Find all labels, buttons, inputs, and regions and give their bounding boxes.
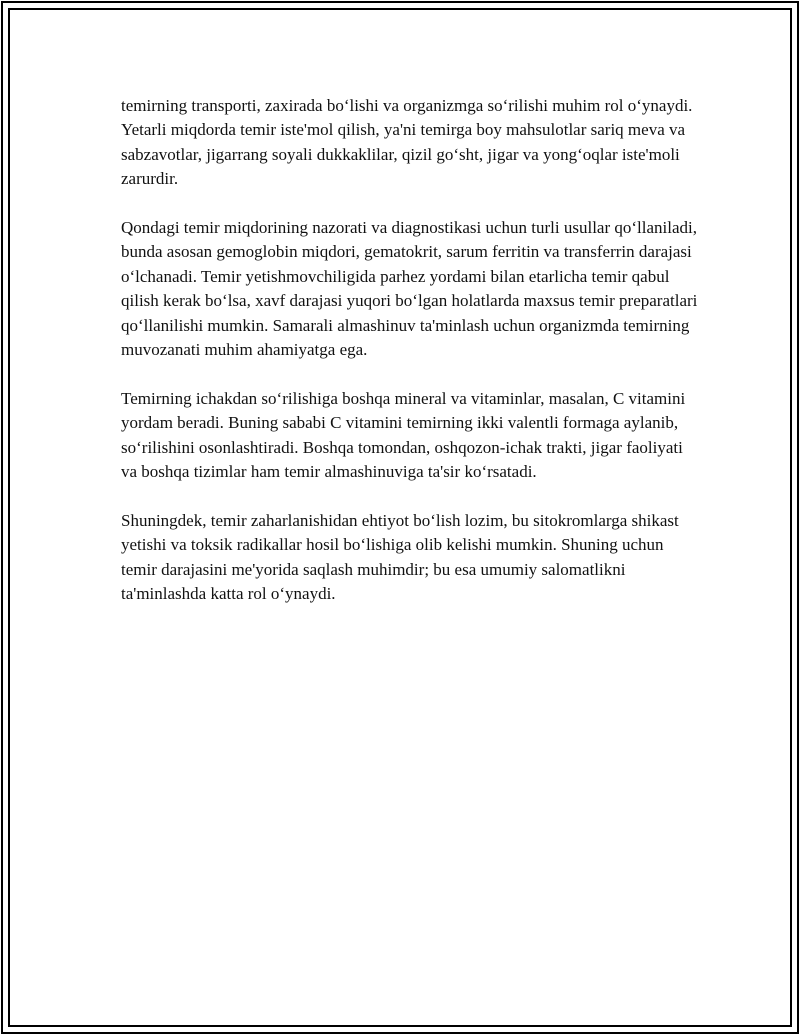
document-body — [121, 94, 701, 631]
paragraph-4: Shuningdek, temir zaharlanishidan ehtiyot bo‘lish lozim, bu sitokromlarga shikast yetishi va toksik radikallar hosil bo‘lishiga olib kelishi mumkin. Shuning uchun temir darajasini me'yorida saqlash muhimdir; bu esa umumiy salomatlikni ta'minlashda katta rol o‘ynaydi. — [121, 510, 679, 604]
page-frame — [1, 1, 799, 1034]
paragraph-3: Temirning ichakdan so‘rilishiga boshqa mineral va vitaminlar, masalan, C vitamini yordam beradi. Buning sababi C vitamini temirning ikki valentli formaga aylanib, so‘rilishini osonlashtiradi. Boshqa tomondan, oshqozon-ichak trakti, jigar faoliyati va boshqa tizimlar ham temir almashinuviga ta'sir ko‘rsatadi. — [121, 388, 686, 482]
paragraph-1: temirning transporti, zaxirada bo‘lishi va organizmga so‘rilishi muhim rol o‘ynaydi. Yetarli miqdorda temir iste'mol qilish, ya'ni temirga boy mahsulotlar sariq meva va sabzavotlar, jigarrang soyali dukkaklilar, qizil go‘sht, jigar va yong‘oqlar iste'moli zarurdir. — [121, 96, 693, 189]
paragraph-2: Qondagi temir miqdorining nazorati va diagnostikasi uchun turli usullar qo‘llaniladi, bunda asosan gemoglobin miqdori, gematokrit, sarum ferritin va transferrin darajasi o‘lchanadi. Temir yetishmovchiligida parhez yordami bilan etarlicha temir qabul qilish kerak bo‘lsa, xavf darajasi yuqori bo‘lgan holatlarda maxsus temir preparatlari qo‘llanilishi mumkin. Samarali almashinuv ta'minlash uchun organizmda temirning muvozanati muhim ahamiyatga ega. — [121, 218, 698, 360]
